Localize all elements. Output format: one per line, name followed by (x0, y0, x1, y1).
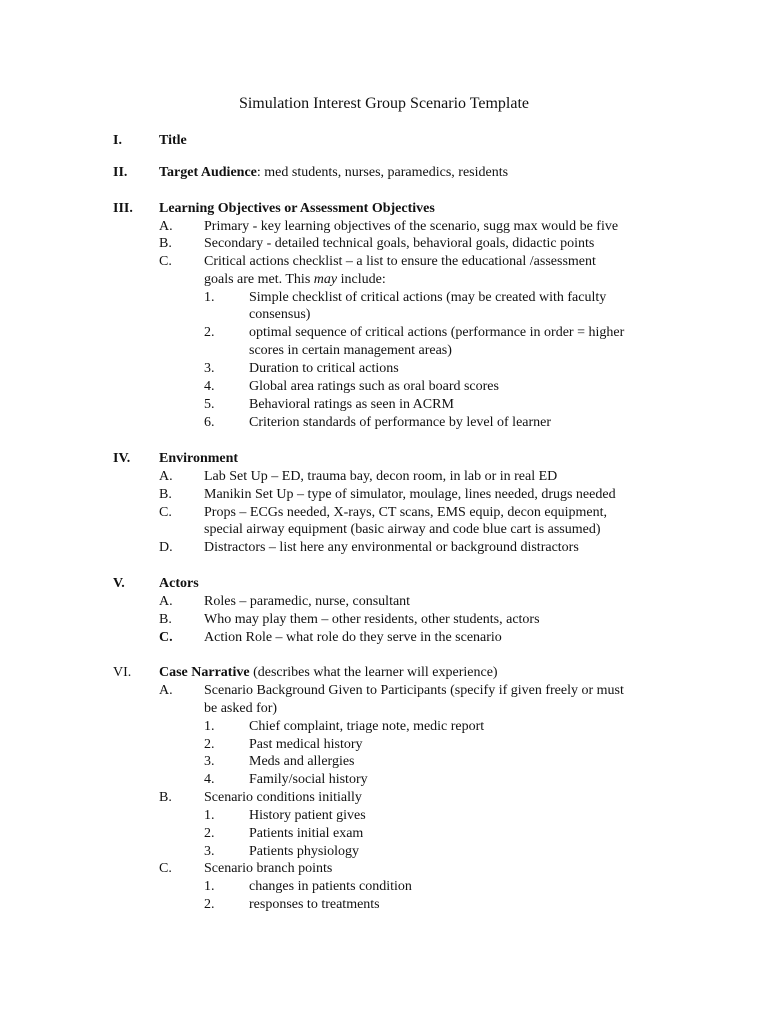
numbered-item (0, 843, 768, 861)
item-text: responses to treatments (249, 897, 380, 912)
numbered-item (0, 360, 768, 378)
list-item-continuation (0, 271, 768, 289)
list-item-continuation (0, 700, 768, 718)
emphasized-word: may (313, 272, 338, 287)
item-text: Scenario conditions initially (204, 790, 362, 805)
section-heading: Case Narrative (159, 665, 250, 680)
item-number: 3. (204, 754, 215, 769)
numbered-item-continuation (0, 306, 768, 324)
item-letter: A. (159, 219, 173, 234)
item-letter: C. (159, 505, 172, 520)
item-text: Who may play them – other residents, other students, actors (204, 612, 540, 627)
item-text-continued: be asked for) (204, 701, 278, 716)
section-numeral: V. (113, 576, 125, 591)
item-text-continued: consensus) (249, 307, 311, 322)
item-number: 2. (204, 897, 215, 912)
item-number: 3. (204, 844, 215, 859)
numbered-item (0, 414, 768, 432)
numbered-item (0, 878, 768, 896)
item-number: 2. (204, 826, 215, 841)
item-number: 4. (204, 379, 215, 394)
item-letter: B. (159, 236, 172, 251)
section-heading: Learning Objectives or Assessment Objectives (159, 201, 435, 216)
item-text: Simple checklist of critical actions (may be created with faculty (249, 290, 607, 305)
item-text: Behavioral ratings as seen in ACRM (249, 397, 454, 412)
item-text-continued: scores in certain management areas) (249, 343, 452, 358)
continued-text-end: include: (337, 272, 386, 287)
numbered-item (0, 396, 768, 414)
numbered-item (0, 807, 768, 825)
item-text: Action Role – what role do they serve in the scenario (204, 630, 502, 645)
numbered-item (0, 825, 768, 843)
item-text: Primary - key learning objectives of the scenario, sugg max would be five (204, 219, 619, 234)
section-title-heading (0, 132, 768, 150)
item-number: 2. (204, 737, 215, 752)
item-number: 1. (204, 719, 215, 734)
item-number: 1. (204, 290, 215, 305)
document-title: Simulation Interest Group Scenario Template (238, 95, 530, 112)
numbered-item (0, 718, 768, 736)
item-text: Duration to critical actions (249, 361, 399, 376)
item-text: Props – ECGs needed, X-rays, CT scans, EMS equip, decon equipment, (204, 505, 607, 520)
list-item (0, 504, 768, 522)
numbered-item (0, 771, 768, 789)
numbered-item (0, 753, 768, 771)
numbered-item (0, 324, 768, 342)
item-text: Meds and allergies (249, 754, 355, 769)
list-item (0, 789, 768, 807)
item-text: Critical actions checklist – a list to ensure the educational /assessment (204, 254, 596, 269)
item-number: 3. (204, 361, 215, 376)
item-letter: B. (159, 612, 172, 627)
section-note: (describes what the learner will experience) (249, 665, 498, 680)
item-text: optimal sequence of critical actions (performance in order = higher (249, 325, 625, 340)
item-text: Past medical history (249, 737, 363, 752)
item-letter: C. (159, 861, 172, 876)
list-item (0, 486, 768, 504)
numbered-item (0, 289, 768, 307)
list-item (0, 539, 768, 557)
list-item-continuation (0, 521, 768, 539)
section-heading: Environment (159, 451, 239, 466)
item-letter: A. (159, 594, 173, 609)
item-text: Scenario branch points (204, 861, 333, 876)
section-numeral: IV. (113, 451, 131, 466)
list-item (0, 611, 768, 629)
item-text: Global area ratings such as oral board scores (249, 379, 499, 394)
section-narrative-heading (0, 664, 768, 682)
item-letter: C. (159, 254, 172, 269)
item-text: Scenario Background Given to Participants (specify if given freely or must (204, 683, 624, 698)
numbered-item (0, 896, 768, 914)
item-letter: C. (159, 630, 173, 645)
item-number: 1. (204, 879, 215, 894)
section-heading-line (159, 164, 508, 182)
numbered-item (0, 378, 768, 396)
list-item (0, 682, 768, 700)
section-numeral: III. (113, 201, 133, 216)
item-text: Criterion standards of performance by level of learner (249, 415, 552, 430)
list-item (0, 218, 768, 236)
item-text: Distractors – list here any environmental or background distractors (204, 540, 579, 555)
item-text-continued (204, 271, 386, 289)
item-number: 6. (204, 415, 215, 430)
numbered-item (0, 736, 768, 754)
item-text: History patient gives (249, 808, 366, 823)
section-numeral: I. (113, 133, 122, 148)
item-letter: A. (159, 469, 173, 484)
item-number: 2. (204, 325, 215, 340)
list-item (0, 468, 768, 486)
item-letter: B. (159, 487, 172, 502)
item-text: Manikin Set Up – type of simulator, moulage, lines needed, drugs needed (204, 487, 616, 502)
item-letter: A. (159, 683, 173, 698)
list-item (0, 629, 768, 647)
list-item (0, 860, 768, 878)
section-heading: Title (159, 133, 187, 148)
continued-text-start: goals are met. This (204, 272, 314, 287)
section-numeral: VI. (113, 665, 132, 680)
item-number: 5. (204, 397, 215, 412)
section-numeral: II. (113, 165, 128, 180)
item-text: Lab Set Up – ED, trauma bay, decon room, in lab or in real ED (204, 469, 558, 484)
item-text: Chief complaint, triage note, medic report (249, 719, 485, 734)
section-actors-heading (0, 575, 768, 593)
numbered-item-continuation (0, 342, 768, 360)
item-letter: D. (159, 540, 173, 555)
list-item (0, 235, 768, 253)
item-number: 1. (204, 808, 215, 823)
section-objectives-heading (0, 200, 768, 218)
section-heading-line (159, 664, 498, 682)
item-text-continued: special airway equipment (basic airway and code blue cart is assumed) (204, 522, 601, 537)
section-audience-heading (0, 164, 768, 182)
item-letter: B. (159, 790, 172, 805)
item-text: Patients initial exam (249, 826, 364, 841)
list-item (0, 593, 768, 611)
item-text: Patients physiology (249, 844, 360, 859)
item-text: Roles – paramedic, nurse, consultant (204, 594, 411, 609)
section-heading: Actors (159, 576, 199, 591)
item-text: Secondary - detailed technical goals, behavioral goals, didactic points (204, 236, 595, 251)
list-item (0, 253, 768, 271)
item-text: Family/social history (249, 772, 368, 787)
item-text: changes in patients condition (249, 879, 412, 894)
section-environment-heading (0, 450, 768, 468)
item-number: 4. (204, 772, 215, 787)
section-heading: Target Audience (159, 165, 257, 180)
audience-list: : med students, nurses, paramedics, residents (256, 165, 509, 180)
